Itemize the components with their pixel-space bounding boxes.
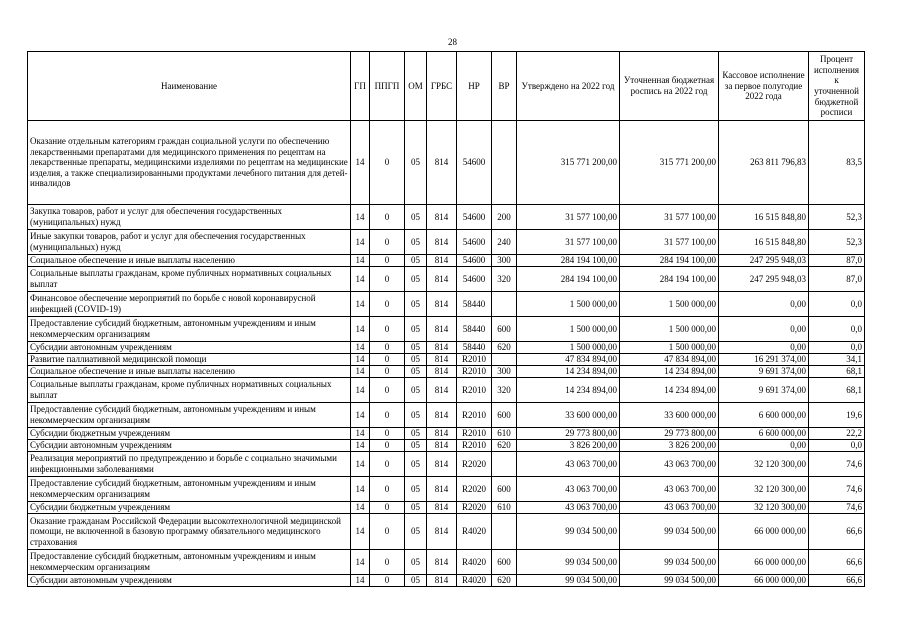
row-gp: 14 [351, 575, 370, 587]
row-gp: 14 [351, 550, 370, 575]
row-name: Реализация мероприятий по предупреждению и борьбе с социально значимыми инфекционными заболеваниями [28, 452, 351, 477]
row-vr [492, 354, 517, 366]
row-om: 05 [405, 378, 427, 403]
row-cash: 263 811 796,83 [719, 121, 809, 205]
row-cash: 247 295 948,03 [719, 255, 809, 267]
header-refined: Уточненная бюджетная роспись на 2022 год [620, 52, 719, 121]
row-cash: 32 120 300,00 [719, 452, 809, 477]
table-row [28, 575, 865, 587]
row-gp: 14 [351, 342, 370, 354]
header-vr: ВР [492, 52, 517, 121]
row-ppgp: 0 [370, 575, 405, 587]
row-name: Предоставление субсидий бюджетным, автономным учреждениям и иным некоммерческим организациям [28, 403, 351, 428]
row-approved: 33 600 000,00 [517, 403, 620, 428]
row-cash: 0,00 [719, 342, 809, 354]
row-grbs: 814 [427, 403, 457, 428]
row-cash: 6 600 000,00 [719, 428, 809, 440]
row-refined: 315 771 200,00 [620, 121, 719, 205]
row-name: Социальные выплаты гражданам, кроме публичных нормативных социальных выплат [28, 378, 351, 403]
header-np: НР [457, 52, 492, 121]
row-grbs: 814 [427, 342, 457, 354]
row-approved: 31 577 100,00 [517, 230, 620, 255]
row-vr: 600 [492, 317, 517, 342]
row-vr: 320 [492, 267, 517, 292]
row-percent: 0,0 [809, 317, 865, 342]
row-np: 58440 [457, 317, 492, 342]
row-np: 54600 [457, 255, 492, 267]
row-vr [492, 514, 517, 550]
row-cash: 0,00 [719, 440, 809, 452]
row-vr [492, 292, 517, 317]
row-refined: 29 773 800,00 [620, 428, 719, 440]
row-cash: 66 000 000,00 [719, 575, 809, 587]
row-om: 05 [405, 477, 427, 502]
table-row [28, 121, 865, 205]
row-name: Социальные выплаты гражданам, кроме публичных нормативных социальных выплат [28, 267, 351, 292]
row-name: Предоставление субсидий бюджетным, автономным учреждениям и иным некоммерческим организациям [28, 550, 351, 575]
row-grbs: 814 [427, 452, 457, 477]
row-percent: 22,2 [809, 428, 865, 440]
row-grbs: 814 [427, 514, 457, 550]
row-gp: 14 [351, 292, 370, 317]
row-approved: 284 194 100,00 [517, 267, 620, 292]
row-approved: 43 063 700,00 [517, 452, 620, 477]
row-vr [492, 452, 517, 477]
row-ppgp: 0 [370, 255, 405, 267]
row-om: 05 [405, 514, 427, 550]
row-approved: 47 834 894,00 [517, 354, 620, 366]
row-np: R4020 [457, 575, 492, 587]
row-cash: 16 515 848,80 [719, 205, 809, 230]
row-refined: 3 826 200,00 [620, 440, 719, 452]
row-grbs: 814 [427, 440, 457, 452]
row-grbs: 814 [427, 550, 457, 575]
table-body [28, 121, 865, 587]
row-gp: 14 [351, 317, 370, 342]
row-np: R2020 [457, 452, 492, 477]
table-row [28, 378, 865, 403]
row-name: Субсидии бюджетным учреждениям [28, 502, 351, 514]
row-refined: 33 600 000,00 [620, 403, 719, 428]
row-ppgp: 0 [370, 342, 405, 354]
row-refined: 14 234 894,00 [620, 366, 719, 378]
row-grbs: 814 [427, 205, 457, 230]
table-row [28, 440, 865, 452]
row-ppgp: 0 [370, 452, 405, 477]
row-percent: 0,0 [809, 342, 865, 354]
row-gp: 14 [351, 440, 370, 452]
row-grbs: 814 [427, 230, 457, 255]
row-approved: 43 063 700,00 [517, 477, 620, 502]
header-percent: Процент исполнения к уточненной бюджетной росписи [809, 52, 865, 121]
row-om: 05 [405, 267, 427, 292]
row-om: 05 [405, 354, 427, 366]
table-row [28, 550, 865, 575]
row-grbs: 814 [427, 477, 457, 502]
row-ppgp: 0 [370, 428, 405, 440]
row-cash: 16 291 374,00 [719, 354, 809, 366]
row-vr: 600 [492, 477, 517, 502]
row-percent: 87,0 [809, 255, 865, 267]
table-row [28, 514, 865, 550]
row-grbs: 814 [427, 292, 457, 317]
row-gp: 14 [351, 230, 370, 255]
row-ppgp: 0 [370, 514, 405, 550]
row-grbs: 814 [427, 121, 457, 205]
row-ppgp: 0 [370, 121, 405, 205]
row-ppgp: 0 [370, 502, 405, 514]
row-refined: 1 500 000,00 [620, 342, 719, 354]
table-row [28, 354, 865, 366]
row-refined: 43 063 700,00 [620, 502, 719, 514]
header-gp: ГП [351, 52, 370, 121]
budget-execution-table [27, 51, 865, 587]
row-vr: 610 [492, 502, 517, 514]
row-name: Социальное обеспечение и иные выплаты населению [28, 366, 351, 378]
row-name: Предоставление субсидий бюджетным, автономным учреждениям и иным некоммерческим организациям [28, 317, 351, 342]
row-approved: 43 063 700,00 [517, 502, 620, 514]
row-om: 05 [405, 230, 427, 255]
row-om: 05 [405, 403, 427, 428]
row-np: R4020 [457, 550, 492, 575]
row-vr: 300 [492, 366, 517, 378]
row-np: R2010 [457, 378, 492, 403]
row-np: R2020 [457, 502, 492, 514]
row-om: 05 [405, 255, 427, 267]
row-cash: 32 120 300,00 [719, 502, 809, 514]
row-percent: 66,6 [809, 575, 865, 587]
table-row [28, 255, 865, 267]
row-name: Оказание отдельным категориям граждан социальной услуги по обеспечению лекарственными препаратами для медицинского применения по рецептам на лекарственные препараты, медицинскими изделиями по рецептам на медицинские изделия, а также специализированными продуктами лечебного питания для детей-инвалидов [28, 121, 351, 205]
row-gp: 14 [351, 267, 370, 292]
row-percent: 52,3 [809, 230, 865, 255]
header-name: Наименование [28, 52, 351, 121]
row-percent: 68,1 [809, 366, 865, 378]
table-row [28, 292, 865, 317]
row-percent: 74,6 [809, 502, 865, 514]
row-approved: 1 500 000,00 [517, 292, 620, 317]
row-percent: 34,1 [809, 354, 865, 366]
page-number: 28 [448, 37, 457, 47]
table-row [28, 428, 865, 440]
table-row [28, 317, 865, 342]
row-grbs: 814 [427, 255, 457, 267]
row-refined: 1 500 000,00 [620, 292, 719, 317]
row-refined: 99 034 500,00 [620, 514, 719, 550]
row-np: 58440 [457, 342, 492, 354]
row-refined: 284 194 100,00 [620, 255, 719, 267]
row-refined: 31 577 100,00 [620, 205, 719, 230]
row-om: 05 [405, 292, 427, 317]
row-approved: 99 034 500,00 [517, 550, 620, 575]
row-percent: 74,6 [809, 452, 865, 477]
row-approved: 315 771 200,00 [517, 121, 620, 205]
row-ppgp: 0 [370, 440, 405, 452]
row-gp: 14 [351, 502, 370, 514]
row-cash: 9 691 374,00 [719, 378, 809, 403]
row-grbs: 814 [427, 267, 457, 292]
row-np: R2010 [457, 366, 492, 378]
row-ppgp: 0 [370, 292, 405, 317]
row-cash: 66 000 000,00 [719, 514, 809, 550]
row-grbs: 814 [427, 575, 457, 587]
row-gp: 14 [351, 514, 370, 550]
table-row [28, 477, 865, 502]
row-np: R2010 [457, 403, 492, 428]
row-approved: 99 034 500,00 [517, 575, 620, 587]
row-approved: 1 500 000,00 [517, 317, 620, 342]
row-name: Предоставление субсидий бюджетным, автономным учреждениям и иным некоммерческим организациям [28, 477, 351, 502]
table-row [28, 452, 865, 477]
row-grbs: 814 [427, 502, 457, 514]
row-vr: 620 [492, 575, 517, 587]
row-percent: 52,3 [809, 205, 865, 230]
row-name: Субсидии автономным учреждениям [28, 440, 351, 452]
row-om: 05 [405, 317, 427, 342]
row-ppgp: 0 [370, 403, 405, 428]
header-cash: Кассовое исполнение за первое полугодие 2022 года [719, 52, 809, 121]
row-name: Социальное обеспечение и иные выплаты населению [28, 255, 351, 267]
row-om: 05 [405, 502, 427, 514]
row-vr: 600 [492, 403, 517, 428]
table-row [28, 502, 865, 514]
row-name: Субсидии бюджетным учреждениям [28, 428, 351, 440]
row-grbs: 814 [427, 354, 457, 366]
row-cash: 247 295 948,03 [719, 267, 809, 292]
row-cash: 9 691 374,00 [719, 366, 809, 378]
row-ppgp: 0 [370, 378, 405, 403]
table-row [28, 366, 865, 378]
row-gp: 14 [351, 452, 370, 477]
table-row [28, 267, 865, 292]
row-om: 05 [405, 366, 427, 378]
table-row [28, 403, 865, 428]
row-np: R4020 [457, 514, 492, 550]
row-np: 54600 [457, 267, 492, 292]
row-vr: 300 [492, 255, 517, 267]
row-approved: 284 194 100,00 [517, 255, 620, 267]
row-np: R2010 [457, 428, 492, 440]
header-om: ОМ [405, 52, 427, 121]
row-gp: 14 [351, 255, 370, 267]
row-np: 58440 [457, 292, 492, 317]
row-om: 05 [405, 440, 427, 452]
header-ppgp: ППГП [370, 52, 405, 121]
row-gp: 14 [351, 121, 370, 205]
row-name: Развитие паллиативной медицинской помощи [28, 354, 351, 366]
row-vr: 320 [492, 378, 517, 403]
row-approved: 31 577 100,00 [517, 205, 620, 230]
row-om: 05 [405, 428, 427, 440]
row-refined: 1 500 000,00 [620, 317, 719, 342]
row-np: 54600 [457, 121, 492, 205]
row-grbs: 814 [427, 366, 457, 378]
row-np: R2010 [457, 440, 492, 452]
row-percent: 68,1 [809, 378, 865, 403]
row-gp: 14 [351, 205, 370, 230]
row-name: Иные закупки товаров, работ и услуг для обеспечения государственных (муниципальных) нужд [28, 230, 351, 255]
row-om: 05 [405, 550, 427, 575]
row-percent: 87,0 [809, 267, 865, 292]
row-ppgp: 0 [370, 477, 405, 502]
row-vr: 600 [492, 550, 517, 575]
row-np: R2010 [457, 354, 492, 366]
row-cash: 66 000 000,00 [719, 550, 809, 575]
row-cash: 0,00 [719, 317, 809, 342]
row-vr: 620 [492, 342, 517, 354]
row-refined: 43 063 700,00 [620, 452, 719, 477]
row-gp: 14 [351, 403, 370, 428]
header-grbs: ГРБС [427, 52, 457, 121]
row-ppgp: 0 [370, 230, 405, 255]
row-ppgp: 0 [370, 550, 405, 575]
row-np: 54600 [457, 230, 492, 255]
table-row [28, 342, 865, 354]
row-percent: 0,0 [809, 440, 865, 452]
row-om: 05 [405, 452, 427, 477]
row-percent: 66,6 [809, 550, 865, 575]
row-name: Субсидии автономным учреждениям [28, 342, 351, 354]
row-approved: 3 826 200,00 [517, 440, 620, 452]
row-om: 05 [405, 205, 427, 230]
row-refined: 99 034 500,00 [620, 550, 719, 575]
row-vr: 200 [492, 205, 517, 230]
row-gp: 14 [351, 366, 370, 378]
row-refined: 43 063 700,00 [620, 477, 719, 502]
row-gp: 14 [351, 477, 370, 502]
row-vr [492, 121, 517, 205]
row-percent: 0,0 [809, 292, 865, 317]
header-approved: Утверждено на 2022 год [517, 52, 620, 121]
row-np: R2020 [457, 477, 492, 502]
row-refined: 47 834 894,00 [620, 354, 719, 366]
table-header-row [28, 52, 865, 121]
row-approved: 99 034 500,00 [517, 514, 620, 550]
row-approved: 1 500 000,00 [517, 342, 620, 354]
row-grbs: 814 [427, 428, 457, 440]
row-vr: 610 [492, 428, 517, 440]
row-ppgp: 0 [370, 267, 405, 292]
row-gp: 14 [351, 428, 370, 440]
row-ppgp: 0 [370, 354, 405, 366]
table-row [28, 205, 865, 230]
row-name: Финансовое обеспечение мероприятий по борьбе с новой коронавирусной инфекцией (COVID-19) [28, 292, 351, 317]
row-ppgp: 0 [370, 317, 405, 342]
row-name: Оказание гражданам Российской Федерации высокотехнологичной медицинской помощи, не включенной в базовую программу обязательного медицинского страхования [28, 514, 351, 550]
row-cash: 16 515 848,80 [719, 230, 809, 255]
row-percent: 66,6 [809, 514, 865, 550]
row-refined: 99 034 500,00 [620, 575, 719, 587]
row-approved: 29 773 800,00 [517, 428, 620, 440]
row-om: 05 [405, 575, 427, 587]
row-cash: 6 600 000,00 [719, 403, 809, 428]
row-percent: 19,6 [809, 403, 865, 428]
row-vr: 620 [492, 440, 517, 452]
row-approved: 14 234 894,00 [517, 378, 620, 403]
row-ppgp: 0 [370, 366, 405, 378]
row-percent: 83,5 [809, 121, 865, 205]
row-refined: 31 577 100,00 [620, 230, 719, 255]
row-gp: 14 [351, 354, 370, 366]
row-cash: 32 120 300,00 [719, 477, 809, 502]
row-om: 05 [405, 121, 427, 205]
row-approved: 14 234 894,00 [517, 366, 620, 378]
row-np: 54600 [457, 205, 492, 230]
row-om: 05 [405, 342, 427, 354]
row-gp: 14 [351, 378, 370, 403]
row-percent: 74,6 [809, 477, 865, 502]
row-ppgp: 0 [370, 205, 405, 230]
row-vr: 240 [492, 230, 517, 255]
row-grbs: 814 [427, 317, 457, 342]
row-refined: 284 194 100,00 [620, 267, 719, 292]
table-row [28, 230, 865, 255]
row-name: Субсидии автономным учреждениям [28, 575, 351, 587]
row-grbs: 814 [427, 378, 457, 403]
row-cash: 0,00 [719, 292, 809, 317]
row-refined: 14 234 894,00 [620, 378, 719, 403]
row-name: Закупка товаров, работ и услуг для обеспечения государственных (муниципальных) нужд [28, 205, 351, 230]
